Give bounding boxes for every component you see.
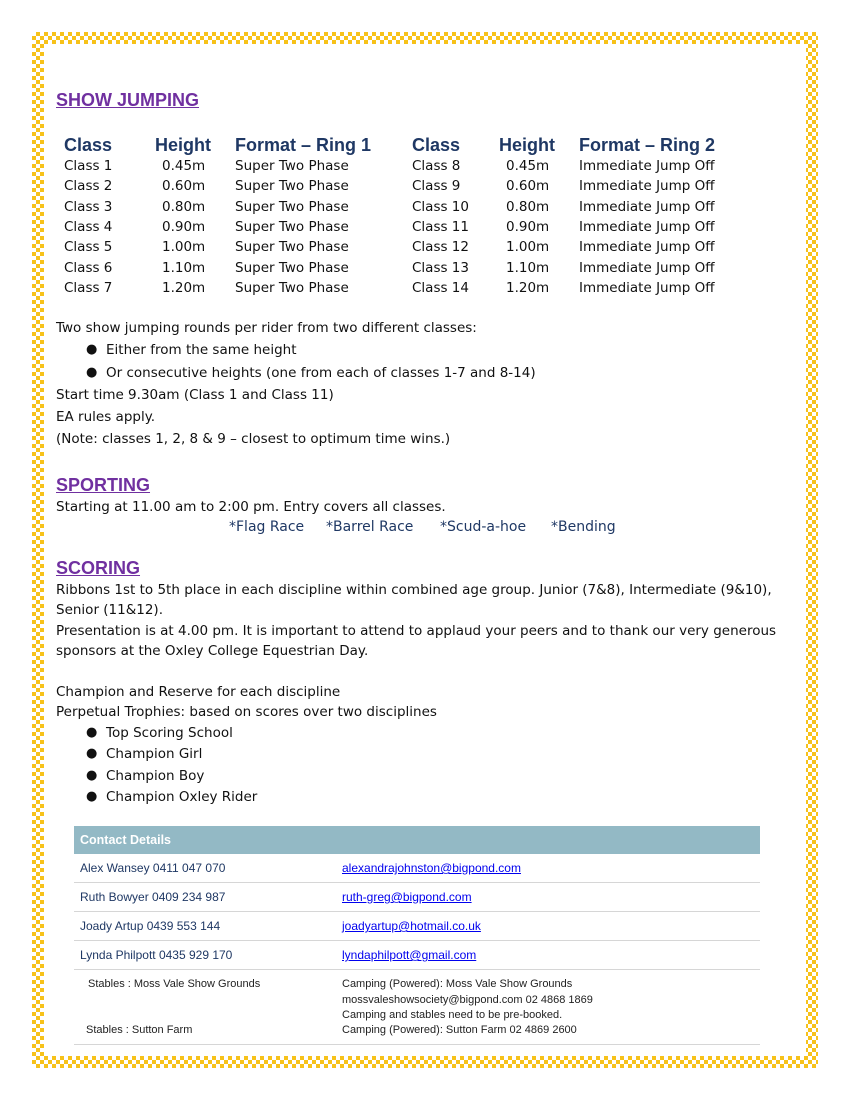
ring2-class-cell: Class 14 — [412, 279, 469, 296]
ring2-format-cell: Immediate Jump Off — [579, 259, 715, 276]
contact-email-link[interactable]: lyndaphilpott@gmail.com — [342, 948, 477, 962]
ring2-format-cell: Immediate Jump Off — [579, 218, 715, 235]
sporting-heading: SPORTING — [56, 475, 151, 495]
show-jumping-intro: Two show jumping rounds per rider from two different classes: — [56, 320, 477, 336]
ring1-format-cell: Super Two Phase — [235, 178, 349, 195]
ring1-height-cell: 0.45m — [162, 158, 206, 174]
bullet-icon: ● — [86, 768, 98, 783]
contact-name: Lynda Philpott 0435 929 170 — [80, 948, 233, 962]
ring1-format-cell: Super Two Phase — [235, 259, 349, 276]
ring1-height-cell: 1.00m — [162, 239, 206, 256]
ring2-height-cell: 1.00m — [506, 239, 550, 256]
ring2-height-cell: 1.10m — [506, 259, 550, 276]
ring1-class-cell: Class 5 — [64, 239, 113, 256]
trophy-item: Top Scoring School — [106, 725, 233, 741]
ring1-format-cell: Super Two Phase — [235, 158, 349, 174]
ring2-height-cell: 0.60m — [506, 178, 550, 195]
contact-name: Ruth Bowyer 0409 234 987 — [80, 890, 226, 904]
ring1-height-header: Height — [155, 135, 211, 155]
contact-table — [74, 826, 760, 1045]
ring2-format-cell: Immediate Jump Off — [579, 198, 715, 215]
ring1-format-cell: Super Two Phase — [235, 279, 349, 296]
ring1-class-cell: Class 6 — [64, 259, 113, 276]
ring1-format-cell: Super Two Phase — [235, 239, 349, 256]
bullet-icon: ● — [86, 789, 98, 804]
event-bending: *Bending — [551, 519, 616, 535]
ring2-height-cell: 0.45m — [506, 158, 550, 174]
ring2-format-cell: Immediate Jump Off — [579, 239, 715, 256]
ring1-height-cell: 1.10m — [162, 259, 206, 276]
ring2-class-header: Class — [412, 135, 461, 155]
ring1-height-cell: 0.80m — [162, 198, 206, 215]
bullet-item: Either from the same height — [106, 342, 297, 358]
ring1-class-header: Class — [64, 135, 113, 155]
stables-camping-row — [74, 970, 760, 1045]
ea-rules: EA rules apply. — [56, 409, 156, 425]
bullet-icon: ● — [86, 746, 98, 761]
bullet-item: Or consecutive heights (one from each of classes 1-7 and 8-14) — [106, 365, 536, 381]
camping-sutton-farm: Camping (Powered): Sutton Farm 02 4869 2600 — [342, 1024, 577, 1036]
ring2-class-cell: Class 8 — [412, 158, 461, 174]
camping-moss-vale: Camping (Powered): Moss Vale Show Grounds — [342, 978, 573, 990]
table-row — [74, 854, 760, 883]
ring1-class-cell: Class 1 — [64, 158, 113, 174]
ring2-class-cell: Class 12 — [412, 239, 469, 256]
table-row — [74, 941, 760, 970]
event-barrel-race: *Barrel Race — [326, 519, 414, 535]
contact-email-link[interactable]: alexandrajohnston@bigpond.com — [342, 861, 521, 875]
ring2-height-cell: 0.90m — [506, 218, 550, 235]
ring2-format-cell: Immediate Jump Off — [579, 178, 715, 195]
trophy-item: Champion Oxley Rider — [106, 789, 258, 805]
ring2-class-cell: Class 10 — [412, 198, 469, 215]
ring1-class-cell: Class 4 — [64, 218, 113, 235]
ring1-height-cell: 0.90m — [162, 218, 206, 235]
stables-sutton-farm: Stables : Sutton Farm — [86, 1024, 193, 1036]
ring1-height-cell: 1.20m — [162, 279, 206, 296]
camping-note: Camping and stables need to be pre-booked. — [342, 1009, 563, 1021]
optimum-time-note: (Note: classes 1, 2, 8 & 9 – closest to optimum time wins.) — [56, 431, 451, 447]
ring2-height-cell: 0.80m — [506, 198, 550, 215]
event-scud-a-hoe: *Scud-a-hoe — [440, 519, 527, 535]
ring1-format-header: Format – Ring 1 — [235, 135, 372, 155]
ring2-format-header: Format – Ring 2 — [579, 135, 716, 155]
ring1-format-cell: Super Two Phase — [235, 218, 349, 235]
ring2-class-cell: Class 13 — [412, 259, 469, 276]
sporting-text: Starting at 11.00 am to 2:00 pm. Entry covers all classes. — [56, 499, 446, 515]
bullet-icon: ● — [86, 725, 98, 740]
champion-reserve: Champion and Reserve for each discipline — [56, 684, 341, 700]
perpetual-trophies: Perpetual Trophies: based on scores over two disciplines — [56, 704, 437, 720]
table-row — [74, 883, 760, 912]
trophy-item: Champion Boy — [106, 768, 205, 784]
camping-moss-vale-contact: mossvaleshowsociety@bigpond.com 02 4868 1869 — [342, 994, 593, 1006]
sponsors-text: sponsors at the Oxley College Equestrian Day. — [56, 643, 369, 659]
ring2-height-cell: 1.20m — [506, 279, 550, 296]
ring1-height-cell: 0.60m — [162, 178, 206, 195]
ring1-class-cell: Class 3 — [64, 198, 113, 215]
bullet-icon: ● — [86, 365, 98, 380]
bullet-icon: ● — [86, 342, 98, 357]
stables-moss-vale: Stables : Moss Vale Show Grounds — [88, 978, 261, 990]
presentation-text: Presentation is at 4.00 pm. It is important to attend to applaud your peers and to thank our very generous — [56, 623, 777, 639]
trophy-item: Champion Girl — [106, 746, 203, 762]
ring1-class-cell: Class 2 — [64, 178, 113, 195]
contact-name: Alex Wansey 0411 047 070 — [80, 861, 226, 875]
ring2-class-cell: Class 11 — [412, 218, 469, 235]
scoring-senior: Senior (11&12). — [56, 602, 163, 618]
contact-email-link[interactable]: joadyartup@hotmail.co.uk — [342, 919, 481, 933]
table-row — [74, 912, 760, 941]
ring2-height-header: Height — [499, 135, 555, 155]
ring1-class-cell: Class 7 — [64, 279, 113, 296]
show-jumping-heading: SHOW JUMPING — [56, 90, 200, 110]
scoring-heading: SCORING — [56, 558, 141, 578]
start-time: Start time 9.30am (Class 1 and Class 11) — [56, 387, 334, 403]
scoring-ribbons: Ribbons 1st to 5th place in each discipline within combined age group. Junior (7&8), Intermediate (9&10), — [56, 582, 772, 598]
contact-email-link[interactable]: ruth-greg@bigpond.com — [342, 890, 472, 904]
contact-header: Contact Details — [74, 826, 760, 854]
event-flag-race: *Flag Race — [229, 519, 305, 535]
ring2-format-cell: Immediate Jump Off — [579, 279, 715, 296]
ring2-format-cell: Immediate Jump Off — [579, 158, 715, 174]
ring1-format-cell: Super Two Phase — [235, 198, 349, 215]
contact-name: Joady Artup 0439 553 144 — [80, 919, 221, 933]
ring2-class-cell: Class 9 — [412, 178, 461, 195]
